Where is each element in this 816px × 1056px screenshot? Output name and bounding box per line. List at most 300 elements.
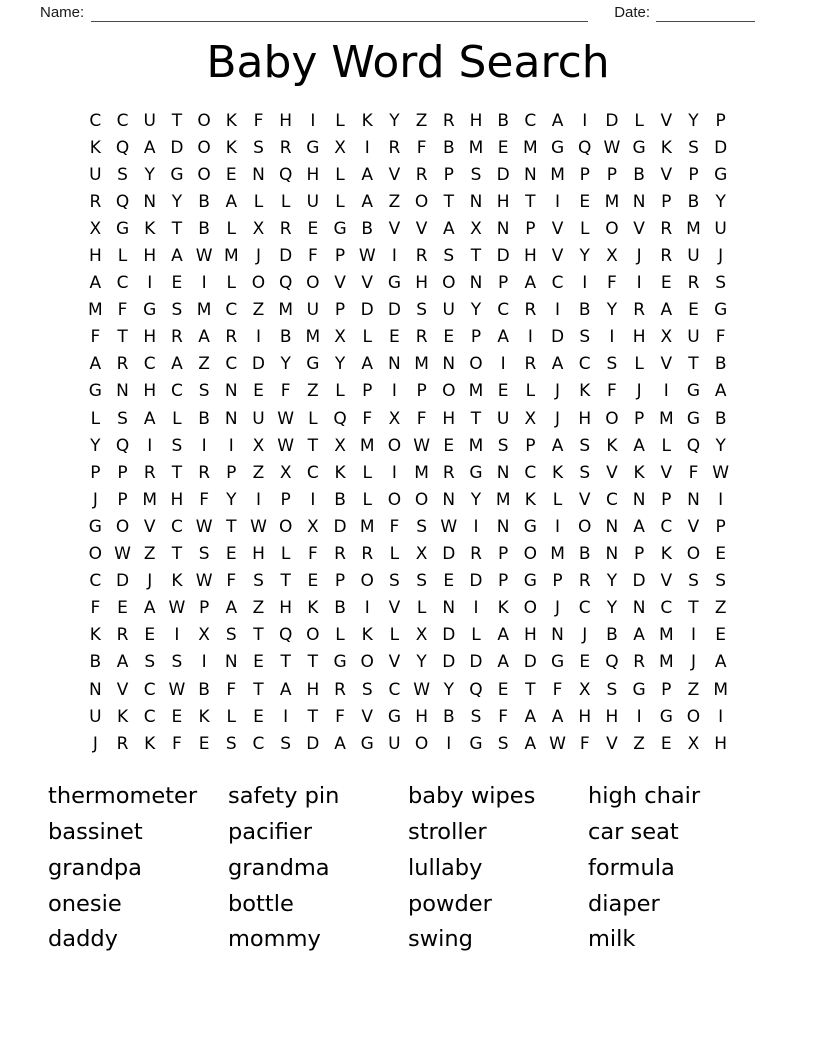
- grid-letter: P: [661, 489, 672, 510]
- grid-letter: E: [497, 679, 509, 700]
- grid-letter: Y: [470, 489, 482, 510]
- grid-letter: E: [253, 381, 264, 402]
- grid-letter: T: [171, 218, 183, 239]
- grid-letter: Z: [388, 191, 401, 212]
- grid-letter: G: [88, 381, 102, 402]
- grid-letter: L: [362, 489, 372, 510]
- grid-letter: E: [253, 706, 264, 727]
- grid-letter: E: [715, 544, 727, 565]
- grid-letter: F: [307, 246, 318, 267]
- grid-letter: L: [335, 191, 345, 212]
- word-list-item: milk: [588, 926, 636, 953]
- grid-letter: A: [633, 516, 645, 537]
- grid-letter: Y: [90, 435, 101, 456]
- grid-letter: U: [714, 218, 727, 239]
- grid-letter: R: [470, 544, 482, 565]
- grid-letter: E: [443, 327, 455, 348]
- grid-letter: S: [606, 354, 618, 375]
- grid-letter: N: [252, 164, 265, 185]
- grid-letter: E: [225, 544, 237, 565]
- grid-letter: I: [364, 137, 370, 158]
- grid-letter: B: [714, 408, 727, 429]
- word-list-item: diaper: [588, 890, 660, 917]
- grid-letter: O: [197, 137, 211, 158]
- grid-letter: P: [470, 327, 482, 348]
- grid-letter: U: [306, 300, 320, 321]
- grid-letter: V: [551, 218, 564, 239]
- grid-letter: O: [469, 354, 483, 375]
- grid-letter: U: [89, 164, 102, 185]
- grid-letter: O: [605, 408, 619, 429]
- word-list-column: [48, 779, 228, 958]
- grid-letter: Q: [278, 625, 293, 646]
- grid-letter: A: [116, 652, 129, 673]
- grid-letter: B: [687, 191, 700, 212]
- grid-letter: R: [415, 246, 428, 267]
- grid-letter: P: [416, 381, 427, 402]
- grid-letter: J: [555, 598, 561, 619]
- grid-letter: B: [198, 218, 210, 239]
- grid-letter: F: [199, 489, 209, 510]
- grid-letter: D: [714, 137, 728, 158]
- grid-letter: O: [306, 273, 320, 294]
- grid-letter: V: [606, 733, 618, 754]
- grid-letter: Y: [606, 300, 618, 321]
- grid-letter: G: [333, 218, 347, 239]
- grid-letter: T: [226, 516, 237, 537]
- grid-letter: H: [143, 327, 157, 348]
- word-list-item: swing: [408, 926, 473, 953]
- grid-letter: P: [688, 164, 699, 185]
- grid-letter: E: [688, 300, 699, 321]
- grid-letter: I: [690, 625, 696, 646]
- grid-letter: S: [579, 327, 591, 348]
- grid-letter: S: [171, 300, 183, 321]
- grid-letter: K: [171, 571, 183, 592]
- grid-letter: T: [171, 462, 183, 483]
- grid-letter: A: [524, 706, 537, 727]
- grid-letter: V: [388, 652, 401, 673]
- grid-letter: P: [334, 300, 346, 321]
- grid-letter: A: [198, 327, 210, 348]
- grid-letter: O: [686, 706, 701, 727]
- grid-letter: Z: [687, 679, 700, 700]
- grid-letter: F: [579, 733, 590, 754]
- letter-grid: [82, 107, 735, 757]
- grid-letter: C: [143, 679, 156, 700]
- grid-letter: S: [144, 652, 156, 673]
- grid-letter: C: [170, 516, 183, 537]
- grid-letter: R: [143, 462, 156, 483]
- grid-letter: W: [413, 435, 430, 456]
- grid-letter: M: [468, 381, 484, 402]
- grid-letter: K: [551, 462, 564, 483]
- grid-letter: M: [468, 435, 484, 456]
- grid-letter: V: [633, 218, 645, 239]
- grid-letter: R: [633, 652, 645, 673]
- grid-letter: J: [582, 625, 588, 646]
- grid-letter: D: [523, 652, 537, 673]
- grid-letter: M: [550, 164, 565, 185]
- grid-letter: T: [443, 191, 454, 212]
- grid-letter: R: [442, 110, 455, 131]
- grid-letter: I: [174, 625, 180, 646]
- grid-letter: Z: [143, 544, 156, 565]
- grid-letter: G: [632, 137, 646, 158]
- grid-letter: S: [416, 516, 427, 537]
- grid-letter: A: [497, 327, 509, 348]
- grid-letter: A: [171, 246, 183, 267]
- grid-letter: L: [389, 544, 400, 565]
- grid-letter: N: [632, 191, 646, 212]
- grid-letter: R: [89, 191, 102, 212]
- grid-letter: A: [714, 381, 727, 402]
- grid-letter: Y: [606, 571, 618, 592]
- grid-letter: Y: [606, 598, 618, 619]
- grid-letter: X: [415, 625, 428, 646]
- grid-letter: D: [442, 625, 456, 646]
- grid-letter: X: [687, 733, 700, 754]
- grid-letter: N: [632, 489, 646, 510]
- grid-letter: B: [361, 218, 374, 239]
- grid-letter: S: [470, 706, 482, 727]
- grid-letter: Q: [578, 137, 592, 158]
- grid-letter: J: [255, 246, 261, 267]
- grid-letter: L: [661, 435, 672, 456]
- grid-letter: C: [660, 598, 673, 619]
- grid-letter: P: [117, 489, 128, 510]
- grid-letter: O: [360, 571, 374, 592]
- grid-letter: I: [283, 706, 289, 727]
- grid-letter: R: [116, 733, 129, 754]
- grid-letter: K: [225, 110, 237, 131]
- grid-letter: E: [144, 625, 156, 646]
- grid-letter: V: [660, 354, 673, 375]
- grid-letter: V: [415, 218, 428, 239]
- grid-letter: P: [661, 679, 672, 700]
- grid-letter: N: [496, 218, 510, 239]
- grid-letter: A: [171, 354, 183, 375]
- grid-letter: L: [308, 408, 318, 429]
- grid-letter: T: [525, 679, 536, 700]
- grid-letter: M: [142, 489, 158, 510]
- grid-letter: A: [551, 110, 564, 131]
- grid-letter: G: [632, 679, 646, 700]
- grid-letter: N: [88, 679, 102, 700]
- grid-letter: S: [416, 571, 427, 592]
- grid-letter: K: [633, 462, 645, 483]
- grid-letter: O: [197, 110, 211, 131]
- grid-letter: V: [388, 164, 401, 185]
- grid-letter: J: [636, 381, 642, 402]
- grid-letter: O: [523, 598, 538, 619]
- grid-letter: O: [605, 218, 619, 239]
- grid-letter: M: [278, 300, 293, 321]
- grid-letter: V: [551, 246, 564, 267]
- grid-letter: C: [143, 354, 156, 375]
- grid-letter: S: [688, 571, 699, 592]
- grid-letter: M: [414, 354, 429, 375]
- grid-letter: G: [523, 516, 537, 537]
- grid-letter: K: [497, 598, 509, 619]
- grid-letter: G: [306, 137, 320, 158]
- grid-letter: L: [90, 408, 101, 429]
- grid-letter: G: [550, 652, 565, 673]
- grid-letter: Z: [252, 598, 265, 619]
- grid-letter: N: [442, 598, 456, 619]
- grid-letter: I: [636, 706, 642, 727]
- grid-letter: K: [361, 625, 373, 646]
- grid-letter: F: [498, 706, 509, 727]
- grid-letter: M: [359, 435, 375, 456]
- grid-letter: H: [279, 110, 293, 131]
- grid-letter: U: [442, 300, 455, 321]
- grid-letter: G: [333, 652, 347, 673]
- grid-letter: F: [607, 381, 617, 402]
- grid-letter: F: [416, 408, 427, 429]
- grid-letter: M: [523, 137, 538, 158]
- grid-letter: R: [279, 137, 292, 158]
- grid-letter: X: [524, 408, 537, 429]
- grid-letter: E: [117, 598, 128, 619]
- grid-letter: S: [253, 571, 264, 592]
- grid-letter: P: [606, 164, 618, 185]
- grid-letter: C: [551, 273, 564, 294]
- word-list-item: daddy: [48, 926, 118, 953]
- grid-letter: C: [524, 462, 537, 483]
- grid-letter: I: [364, 598, 370, 619]
- grid-letter: M: [223, 246, 239, 267]
- grid-letter: X: [660, 327, 673, 348]
- grid-letter: I: [527, 327, 533, 348]
- grid-letter: K: [89, 625, 101, 646]
- grid-letter: W: [358, 246, 376, 267]
- grid-letter: M: [305, 327, 321, 348]
- grid-letter: I: [147, 273, 153, 294]
- grid-letter: L: [117, 246, 128, 267]
- grid-letter: O: [115, 516, 130, 537]
- grid-letter: A: [551, 354, 564, 375]
- grid-letter: S: [117, 164, 128, 185]
- grid-letter: A: [633, 435, 645, 456]
- grid-letter: Z: [633, 733, 645, 754]
- grid-letter: F: [389, 516, 400, 537]
- grid-letter: S: [606, 679, 618, 700]
- grid-letter: C: [605, 489, 618, 510]
- grid-letter: S: [470, 164, 482, 185]
- grid-letter: P: [633, 408, 645, 429]
- grid-letter: L: [362, 462, 372, 483]
- grid-letter: S: [225, 625, 237, 646]
- grid-letter: F: [226, 679, 237, 700]
- grid-letter: U: [143, 110, 156, 131]
- grid-letter: N: [551, 625, 564, 646]
- grid-letter: I: [255, 489, 261, 510]
- grid-letter: J: [718, 246, 724, 267]
- grid-letter: T: [688, 598, 699, 619]
- word-list-item: lullaby: [408, 854, 483, 881]
- grid-letter: B: [578, 300, 591, 321]
- grid-letter: A: [225, 191, 238, 212]
- grid-letter: F: [552, 679, 563, 700]
- grid-letter: Y: [579, 246, 590, 267]
- grid-letter: A: [143, 408, 156, 429]
- grid-letter: F: [688, 462, 699, 483]
- grid-letter: C: [578, 598, 591, 619]
- grid-letter: N: [523, 164, 537, 185]
- grid-letter: K: [579, 381, 591, 402]
- grid-letter: A: [524, 273, 537, 294]
- grid-letter: H: [306, 164, 320, 185]
- grid-letter: T: [307, 435, 319, 456]
- word-list-item: grandma: [228, 854, 330, 881]
- word-list-item: bottle: [228, 890, 294, 917]
- grid-letter: Q: [115, 191, 130, 212]
- grid-letter: P: [552, 571, 563, 592]
- grid-letter: T: [253, 625, 264, 646]
- grid-letter: H: [279, 598, 293, 619]
- grid-letter: W: [168, 679, 186, 700]
- grid-letter: Y: [334, 354, 346, 375]
- grid-letter: L: [253, 191, 264, 212]
- grid-letter: P: [443, 164, 454, 185]
- grid-letter: X: [198, 625, 210, 646]
- grid-letter: D: [360, 300, 374, 321]
- grid-letter: A: [143, 598, 156, 619]
- grid-letter: I: [582, 110, 588, 131]
- grid-letter: E: [443, 435, 455, 456]
- grid-letter: T: [307, 706, 319, 727]
- grid-letter: D: [550, 327, 565, 348]
- grid-letter: F: [280, 381, 291, 402]
- grid-letter: R: [116, 625, 129, 646]
- grid-letter: P: [198, 598, 210, 619]
- grid-letter: B: [89, 652, 102, 673]
- grid-letter: O: [686, 544, 701, 565]
- grid-letter: L: [226, 273, 237, 294]
- grid-letter: N: [224, 381, 238, 402]
- grid-letter: O: [360, 652, 374, 673]
- grid-letter: A: [143, 137, 156, 158]
- grid-letter: Y: [144, 164, 155, 185]
- grid-letter: I: [201, 652, 207, 673]
- word-list-item: onesie: [48, 890, 122, 917]
- grid-letter: K: [144, 218, 156, 239]
- grid-letter: E: [497, 381, 509, 402]
- grid-letter: T: [253, 679, 264, 700]
- grid-letter: J: [92, 733, 98, 754]
- grid-letter: H: [578, 408, 592, 429]
- grid-letter: K: [524, 489, 536, 510]
- grid-letter: S: [416, 300, 427, 321]
- grid-letter: I: [500, 354, 506, 375]
- grid-letter: L: [579, 218, 590, 239]
- grid-letter: F: [90, 327, 101, 348]
- grid-letter: U: [687, 246, 700, 267]
- grid-letter: L: [471, 625, 481, 646]
- grid-letter: B: [334, 598, 346, 619]
- header-row: [0, 0, 816, 22]
- grid-letter: L: [226, 218, 237, 239]
- grid-letter: C: [578, 354, 591, 375]
- grid-letter: N: [632, 598, 646, 619]
- grid-letter: Q: [115, 137, 130, 158]
- grid-letter: C: [225, 300, 238, 321]
- grid-letter: H: [415, 706, 428, 727]
- grid-letter: M: [359, 516, 375, 537]
- grid-letter: K: [361, 110, 373, 131]
- grid-letter: Y: [416, 652, 427, 673]
- grid-letter: G: [550, 137, 565, 158]
- grid-letter: A: [279, 679, 292, 700]
- grid-letter: E: [171, 273, 183, 294]
- grid-letter: W: [250, 516, 267, 537]
- name-label: Name:: [40, 4, 85, 21]
- grid-letter: I: [718, 489, 724, 510]
- grid-letter: T: [307, 652, 319, 673]
- grid-letter: W: [277, 408, 295, 429]
- grid-letter: S: [198, 544, 210, 565]
- grid-letter: G: [686, 408, 701, 429]
- grid-letter: W: [195, 571, 213, 592]
- page-title: Baby Word Search: [206, 37, 610, 88]
- grid-letter: I: [391, 381, 397, 402]
- grid-letter: A: [361, 191, 374, 212]
- grid-letter: E: [171, 706, 183, 727]
- grid-letter: B: [714, 354, 727, 375]
- grid-letter: C: [388, 679, 401, 700]
- grid-letter: F: [416, 137, 427, 158]
- grid-letter: N: [143, 191, 157, 212]
- grid-letter: I: [391, 462, 397, 483]
- grid-letter: A: [361, 354, 374, 375]
- grid-letter: K: [660, 544, 672, 565]
- grid-letter: D: [279, 246, 293, 267]
- grid-letter: B: [198, 679, 210, 700]
- grid-letter: G: [115, 218, 130, 239]
- grid-letter: S: [497, 733, 509, 754]
- grid-letter: T: [470, 246, 482, 267]
- grid-letter: X: [279, 462, 292, 483]
- grid-letter: M: [604, 191, 620, 212]
- grid-letter: P: [498, 571, 509, 592]
- grid-letter: F: [362, 408, 373, 429]
- grid-letter: O: [387, 489, 402, 510]
- grid-letter: X: [415, 544, 428, 565]
- grid-letter: E: [660, 733, 672, 754]
- grid-letter: O: [442, 381, 456, 402]
- grid-letter: M: [414, 462, 429, 483]
- grid-letter: W: [168, 598, 186, 619]
- grid-letter: B: [633, 164, 645, 185]
- grid-letter: Q: [278, 273, 293, 294]
- grid-letter: J: [555, 381, 561, 402]
- grid-letter: N: [496, 516, 510, 537]
- grid-letter: V: [116, 679, 129, 700]
- grid-letter: C: [252, 733, 265, 754]
- grid-letter: J: [690, 652, 696, 673]
- grid-letter: I: [555, 300, 561, 321]
- grid-letter: T: [171, 110, 183, 131]
- grid-letter: A: [334, 733, 346, 754]
- grid-letter: P: [117, 462, 128, 483]
- grid-letter: O: [306, 625, 320, 646]
- grid-letter: A: [551, 706, 564, 727]
- word-list-item: car seat: [588, 819, 679, 846]
- word-list-item: stroller: [408, 819, 487, 846]
- grid-letter: M: [88, 300, 103, 321]
- grid-letter: N: [116, 381, 129, 402]
